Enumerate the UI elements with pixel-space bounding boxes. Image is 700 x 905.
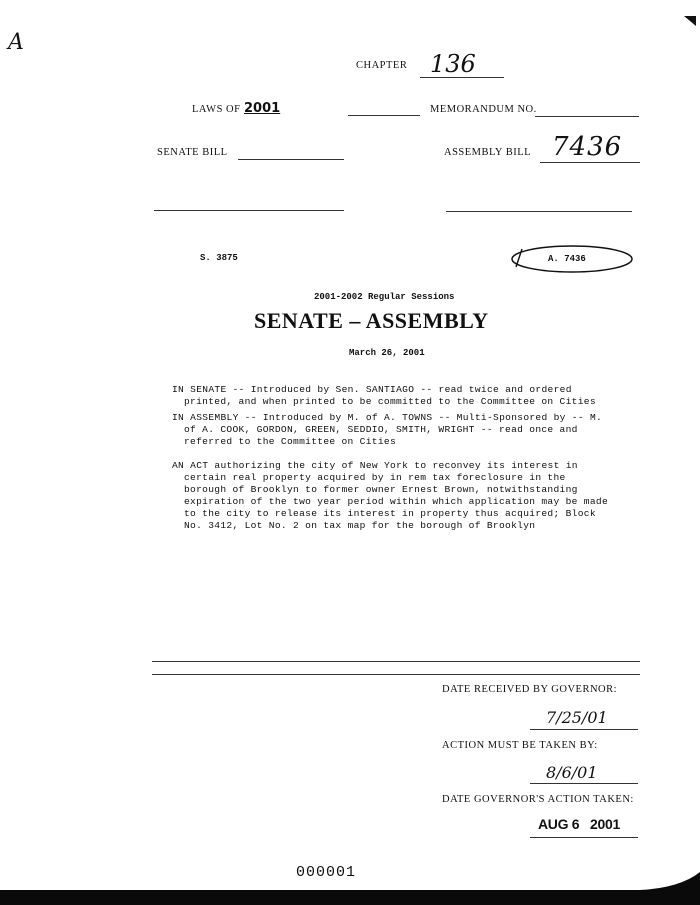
session-text: 2001-2002 Regular Sessions [314, 292, 455, 302]
assembly-intro [172, 412, 622, 448]
laws-of-value: 2001 [244, 101, 281, 116]
action-by-line [530, 783, 638, 784]
blank-line [348, 115, 420, 116]
act-line3: borough of Brooklyn to former owner Ernest Brown, notwithstanding [184, 484, 578, 495]
date-received-value: 7/25/01 [546, 708, 608, 727]
date-received-label: DATE RECEIVED BY GOVERNOR: [442, 684, 618, 695]
separator-left [154, 210, 344, 211]
action-by-value: 8/6/01 [546, 763, 598, 782]
senate-intro-line1: IN SENATE -- Introduced by Sen. SANTIAGO -- read twice and ordered [172, 384, 572, 395]
margin-mark: A [8, 30, 24, 55]
assembly-intro-line2: of A. COOK, GORDON, GREEN, SEDDIO, SMITH, WRIGHT -- read once and [184, 424, 578, 435]
action-taken-line [530, 837, 638, 838]
senate-intro-line2: printed, and when printed to be committed to the Committee on Cities [184, 396, 596, 407]
memorandum-label: MEMORANDUM NO. [430, 104, 537, 115]
senate-intro [172, 384, 622, 408]
act-text [172, 460, 622, 532]
senate-number: S. 3875 [200, 253, 238, 263]
assembly-intro-line1: IN ASSEMBLY -- Introduced by M. of A. TOWNS -- Multi-Sponsored by -- M. [172, 412, 603, 423]
laws-of-label: LAWS OF [192, 104, 241, 115]
act-line6: No. 3412, Lot No. 2 on tax map for the borough of Brooklyn [184, 520, 536, 531]
document-title: SENATE – ASSEMBLY [254, 308, 489, 333]
separator-right [446, 211, 632, 212]
scan-edge-band [0, 870, 700, 905]
assembly-bill-value: 7436 [552, 132, 623, 162]
act-line4: expiration of the two year period within which application may be made [184, 496, 609, 507]
senate-bill-line [238, 159, 344, 160]
act-line2: certain real property acquired by in rem tax foreclosure in the [184, 472, 566, 483]
memorandum-line [535, 116, 639, 117]
assembly-bill-line [540, 162, 640, 163]
act-line1: AN ACT authorizing the city of New York to reconvey its interest in [172, 460, 578, 471]
corner-mark [684, 14, 698, 28]
chapter-label: CHAPTER [356, 60, 408, 71]
assembly-number: A. 7436 [548, 254, 586, 264]
bill-date: March 26, 2001 [349, 348, 425, 358]
bottom-rule-1 [152, 661, 640, 662]
senate-bill-label: SENATE BILL [157, 147, 228, 158]
assembly-intro-line3: referred to the Committee on Cities [184, 436, 397, 447]
page-number: 000001 [296, 864, 357, 881]
action-by-label: ACTION MUST BE TAKEN BY: [442, 740, 598, 751]
date-received-line [530, 729, 638, 730]
bottom-rule-2 [152, 674, 640, 675]
act-line5: to the city to release its interest in property thus acquired; Block [184, 508, 596, 519]
chapter-value: 136 [430, 50, 476, 78]
action-taken-stamp: AUG 6 2001 [538, 816, 620, 832]
action-taken-label: DATE GOVERNOR'S ACTION TAKEN: [442, 794, 634, 805]
assembly-bill-label: ASSEMBLY BILL [444, 147, 532, 158]
